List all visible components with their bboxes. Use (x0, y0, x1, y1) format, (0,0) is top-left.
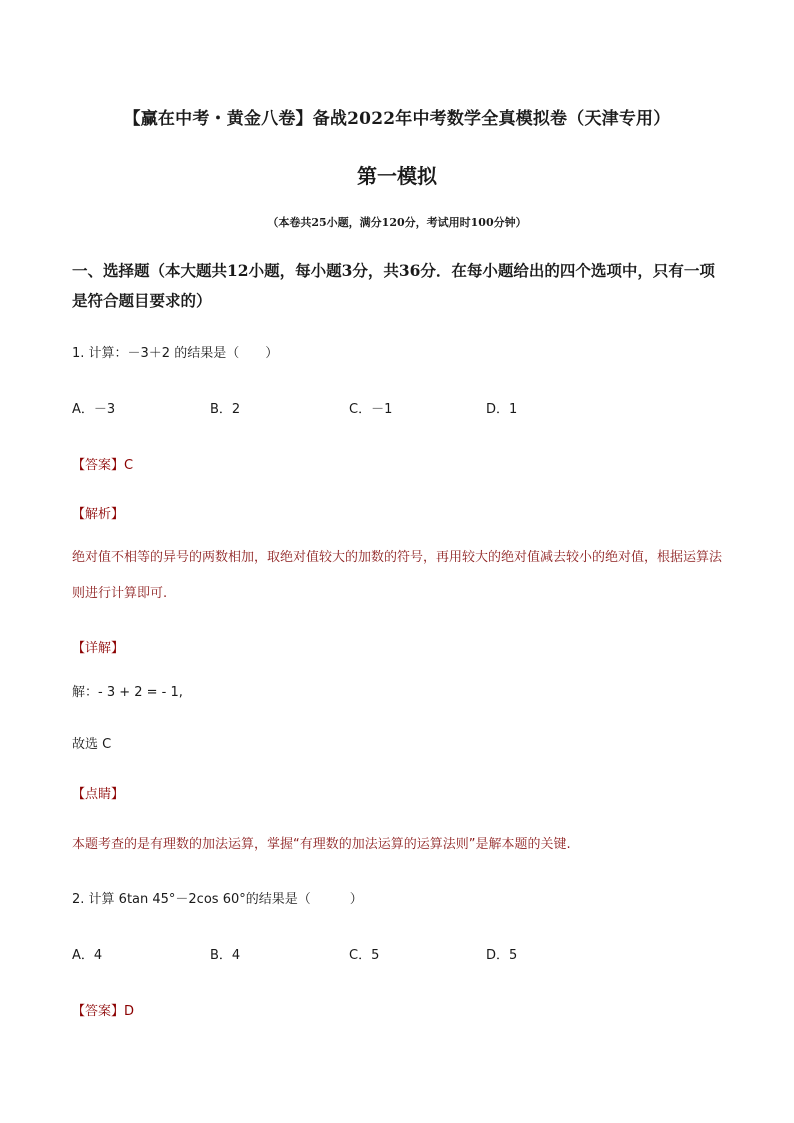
question-1-stem: 1. 计算：－3＋2 的结果是（ ） (72, 346, 279, 361)
question-1-detail-line-1: 解：- 3 + 2 = - 1, (72, 685, 183, 700)
question-2-choice-b: B．4 (210, 948, 241, 963)
question-2-choice-a: A．4 (72, 948, 103, 963)
question-1-analysis-tag: 【解析】 (72, 507, 125, 522)
answer-value: D (124, 1004, 135, 1019)
question-1-comment-text: 本题考查的是有理数的加法运算，掌握“有理数的加法运算的运算法则”是解本题的关键. (72, 837, 571, 852)
question-1-choice-c: C．－1 (349, 402, 393, 417)
document-subtitle: 第一模拟 (357, 164, 437, 188)
question-1-choices (72, 398, 592, 418)
question-2-choices (72, 944, 592, 964)
section-heading: 一、选择题（本大题共12小题，每小题3分，共36分．在每小题给出的四个选项中，只有一项是符合题目要求的） (72, 261, 715, 310)
answer-value: C (124, 458, 134, 473)
exam-note: （本卷共25小题，满分120分，考试用时100分钟） (267, 216, 527, 229)
answer-tag: 【答案】 (72, 458, 125, 473)
question-1-choice-b: B．2 (210, 402, 241, 417)
question-1-analysis-text: 绝对值不相等的异号的两数相加，取绝对值较大的加数的符号，再用较大的绝对值减去较小的绝对值，根据运算法则进行计算即可. (72, 550, 723, 601)
question-1-comment-tag: 【点睛】 (72, 787, 125, 802)
answer-tag: 【答案】 (72, 1004, 125, 1019)
question-1-answer (72, 454, 133, 473)
question-1-choice-a: A．－3 (72, 402, 116, 417)
question-1-detail-tag: 【详解】 (72, 641, 125, 656)
document-title: 【赢在中考・黄金八卷】备战2022年中考数学全真模拟卷（天津专用） (123, 109, 671, 129)
question-2-choice-d: D．5 (486, 948, 518, 963)
question-2-stem: 2. 计算 6tan 45°－2cos 60°的结果是（ ） (72, 892, 363, 907)
question-2-answer (72, 1000, 134, 1019)
question-2-choice-c: C．5 (349, 948, 380, 963)
question-1-choice-d: D．1 (486, 402, 518, 417)
question-1-detail-line-2: 故选 C (72, 737, 112, 752)
